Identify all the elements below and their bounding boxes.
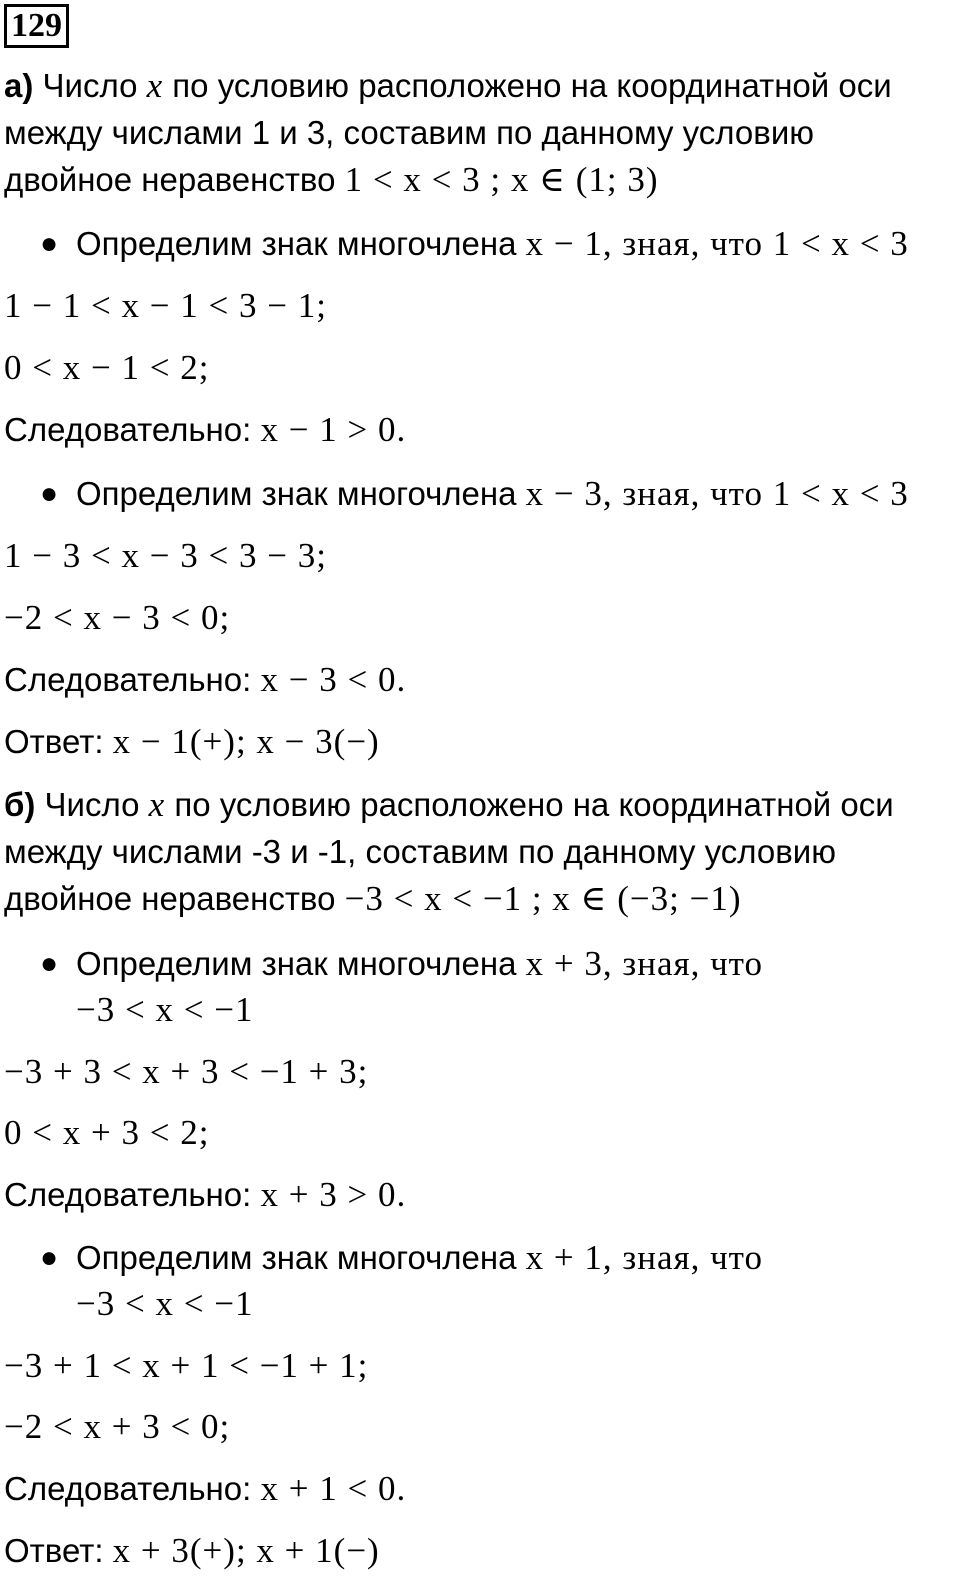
bullet-icon: ● [40, 1241, 59, 1274]
part-b-answer-math: x + 3(+); x + 1(−) [112, 1531, 380, 1570]
part-a-interval: 1 < x < 3 ; x ∈ (1; 3) [344, 160, 659, 199]
part-b-intro-text: Число [35, 786, 149, 823]
part-a-intro-text: Число [33, 67, 147, 104]
part-b-conclusion-1 [4, 1175, 406, 1215]
part-b-bullet2-continuation: −3 < x < −1 [76, 1284, 254, 1323]
part-a-answer [4, 722, 380, 762]
part-b-conclusion2-math: x + 1 < 0. [260, 1469, 407, 1508]
part-a-bullet-1 [76, 224, 909, 264]
part-a-conclusion-1 [4, 410, 406, 450]
part-a-intro-line-1 [4, 66, 892, 106]
part-a-conclusion1-math: x − 1 > 0. [260, 410, 407, 449]
part-b-intro3-text: двойное неравенство [4, 880, 345, 917]
part-b-bullet1-continuation: −3 < x < −1 [76, 990, 254, 1029]
problem-number: 129 [11, 7, 62, 44]
part-a-conclusion-2 [4, 660, 406, 700]
part-a-conclusion1-label: Следовательно: [4, 411, 261, 448]
part-a-step-2: 0 < x − 1 < 2; [4, 348, 210, 387]
part-b-bullet-1 [76, 944, 763, 984]
part-b-intro-rest: по условию расположено на координатной оси [165, 786, 894, 823]
part-b-conclusion-2 [4, 1469, 406, 1509]
part-b-bullet-2 [76, 1238, 763, 1278]
part-b-conclusion1-math: x + 3 > 0. [260, 1175, 407, 1214]
part-a-bullet2-math: x − 3, зная, что 1 < x < 3 [525, 474, 909, 513]
part-a-variable: x [146, 66, 164, 105]
part-b-intro-line-1 [4, 785, 894, 825]
part-b-variable: x [148, 785, 166, 824]
part-b-step-4: −2 < x + 3 < 0; [4, 1407, 231, 1446]
part-a-conclusion2-label: Следовательно: [4, 661, 261, 698]
part-a-bullet2-text: Определим знак многочлена [76, 475, 526, 512]
part-b-conclusion2-label: Следовательно: [4, 1470, 261, 1507]
part-a-step-4: −2 < x − 3 < 0; [4, 598, 231, 637]
part-a-intro-line-3 [4, 160, 659, 200]
part-b-interval: −3 < x < −1 ; x ∈ (−3; −1) [344, 879, 742, 918]
part-a-answer-math: x − 1(+); x − 3(−) [112, 722, 380, 761]
bullet-icon: ● [40, 947, 59, 980]
problem-number-box [4, 4, 69, 48]
part-b-step-3: −3 + 1 < x + 1 < −1 + 1; [4, 1346, 369, 1385]
part-b-step-1: −3 + 3 < x + 3 < −1 + 3; [4, 1052, 369, 1091]
part-b-intro-line-2: между числами -3 и -1, составим по данному условию [4, 833, 836, 870]
part-b-label: б) [4, 786, 36, 823]
part-b-conclusion1-label: Следовательно: [4, 1176, 261, 1213]
part-b-step-2: 0 < x + 3 < 2; [4, 1113, 210, 1152]
part-a-bullet-2 [76, 474, 909, 514]
part-b-intro-line-3 [4, 879, 741, 919]
part-b-answer-label: Ответ: [4, 1532, 113, 1569]
part-a-label: а) [4, 67, 34, 104]
part-a-step-3: 1 − 3 < x − 3 < 3 − 3; [4, 536, 327, 575]
part-b-bullet2-text: Определим знак многочлена [76, 1239, 526, 1276]
part-b-bullet2-math: x + 1, зная, что [525, 1238, 764, 1277]
part-b-bullet1-math: x + 3, зная, что [525, 944, 764, 983]
part-a-conclusion2-math: x − 3 < 0. [260, 660, 407, 699]
part-a-intro3-text: двойное неравенство [4, 161, 345, 198]
part-a-step-1: 1 − 1 < x − 1 < 3 − 1; [4, 286, 327, 325]
bullet-icon: ● [40, 227, 59, 260]
part-a-bullet1-math: x − 1, зная, что 1 < x < 3 [525, 224, 909, 263]
part-a-answer-label: Ответ: [4, 723, 113, 760]
bullet-icon: ● [40, 477, 59, 510]
part-a-intro-rest: по условию расположено на координатной оси [163, 67, 892, 104]
part-b-answer [4, 1531, 380, 1571]
part-a-bullet1-text: Определим знак многочлена [76, 225, 526, 262]
part-a-intro-line-2: между числами 1 и 3, составим по данному условию [4, 114, 814, 151]
part-b-bullet1-text: Определим знак многочлена [76, 945, 526, 982]
